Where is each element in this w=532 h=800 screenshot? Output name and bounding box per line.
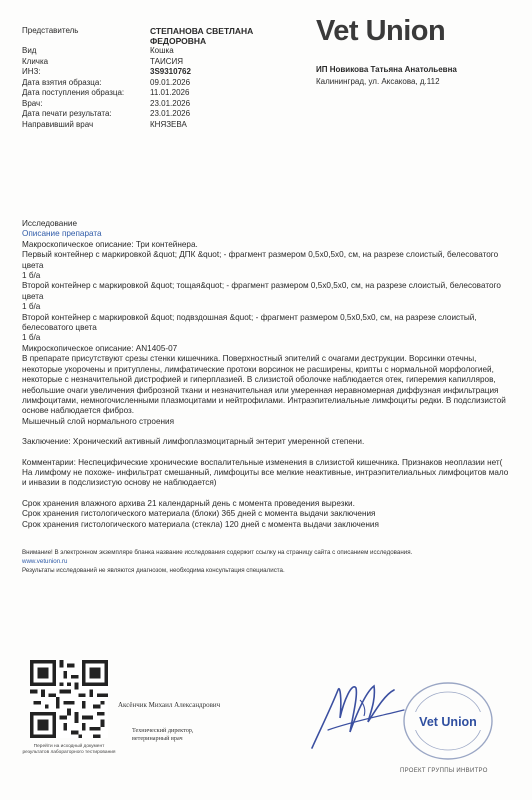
info-row-doctor: [22, 99, 280, 110]
info-label: Дата поступления образца:: [22, 88, 125, 97]
qr-code[interactable]: [30, 660, 108, 738]
info-row-referring-doctor: [22, 120, 280, 131]
micro-title: Микроскопическое описание: AN1405-07: [22, 343, 178, 353]
electronic-notice: Внимание! В электронном экземпляре бланка название исследования содержит ссылку на страницу сайта с описанием исследования.: [22, 549, 413, 556]
patient-info-table: [22, 26, 280, 130]
info-value: 23.01.2026: [150, 109, 191, 118]
info-row-nickname: [22, 57, 280, 68]
info-row-inz: [22, 67, 280, 78]
container-1-count: 1 б/а: [22, 271, 41, 281]
signer-name: Аксёнчик Михаил Александрович: [118, 701, 221, 709]
info-label: Представитель: [22, 26, 79, 35]
signer-role-line2: ветеринарный врач: [132, 735, 183, 742]
muscle-layer: Мышечный слой нормального строения: [22, 416, 175, 426]
signature-image: [300, 670, 410, 760]
info-row-receipt-date: [22, 88, 280, 99]
container-2-count: 1 б/а: [22, 302, 41, 312]
storage-slides: Срок хранения гистологического материала (стекла) 120 дней с момента выдачи заключения: [22, 519, 379, 529]
info-value: 11.01.2026: [150, 88, 190, 97]
vet-union-logo: Vet Union: [316, 15, 446, 47]
container-3: Второй контейнер с маркировкой &quot; подвздошная &quot; - фрагмент размером 0,5х0,5х0, см, на разрезе слоистый, белесоватого цвета: [22, 312, 477, 333]
storage-wet-archive: Срок хранения влажного архива 21 календарный день с момента проведения вырезки.: [22, 498, 355, 508]
info-label: ИНЗ:: [22, 67, 41, 76]
clinic-address: Калининград, ул. Аксакова, д.112: [316, 77, 440, 86]
info-label: Направивший врач: [22, 119, 94, 129]
signer-role: [132, 727, 193, 743]
info-value: СТЕПАНОВА СВЕТЛАНА ФЕДОРОВНА: [150, 26, 254, 46]
info-value: ТАИСИЯ: [150, 56, 184, 66]
report-heading: Исследование: [22, 219, 78, 228]
info-row-species: [22, 46, 280, 57]
micro-text: В препарате присутствуют срезы стенки кишечника. Поверхностный эпителий с очагами деструкции. Ворсинки отечны, некоторые укорочены и притуплены, лимфатические протоки ворсинок не расширены, крипты с нормальной морфологией, некоторые с незначительной дистрофией и гиперплазией. В слизистой оболочке наблюдается отек, гиперемия капилляров, небольшие очаги увеличения фиброзной ткани и незначительная или умеренная неравномерная диффузная инфильтрация лимфоцитами, немногочисленными плазмоцитами и нейтрофилами. Интраэпителиальные лимфоциты редки. В подслизистой основе наблюдается фиброз.: [22, 354, 506, 416]
storage-blocks: Срок хранения гистологического материала (блоки) 365 дней с момента выдачи заключения: [22, 509, 376, 519]
info-value: КНЯЗЕВА: [150, 119, 187, 129]
info-value: 23.01.2026: [150, 98, 191, 108]
info-label: Дата взятия образца:: [22, 77, 102, 87]
stamp-text: Vet Union: [419, 715, 477, 729]
info-row-sample-date: [22, 78, 280, 89]
disclaimer: Результаты исследований не являются диагнозом, необходима консультация специалиста.: [22, 567, 285, 574]
signer-role-line1: Технический директор,: [132, 727, 194, 734]
info-row-print-date: [22, 109, 280, 120]
conclusion: Заключение: Хронический активный лимфоплазмоцитарный энтерит умеренной степени.: [22, 437, 365, 447]
report-subheading-link[interactable]: Описание препарата: [22, 229, 102, 239]
qr-caption: Перейти на исходный документ результатов лабораторного тестирования: [22, 744, 116, 755]
stamp-caption: ПРОЕКТ ГРУППЫ ИНВИТРО: [400, 768, 488, 774]
clinic-name: ИП Новикова Татьяна Анатольевна: [316, 65, 457, 74]
website-link[interactable]: www.vetunion.ru: [22, 558, 68, 565]
info-label: Вид: [22, 46, 37, 55]
info-row-representative: [22, 26, 280, 46]
report-body: [22, 219, 514, 530]
info-label: Кличка: [22, 56, 49, 66]
clinic-stamp: [400, 680, 496, 762]
container-3-count: 1 б/а: [22, 333, 41, 343]
info-label: Дата печати результата:: [22, 109, 112, 118]
footer-notes: [22, 548, 514, 575]
info-value: 09.01.2026: [150, 77, 191, 87]
info-label: Врач:: [22, 98, 43, 108]
macro-title: Макроскопическое описание: Три контейнера.: [22, 239, 198, 249]
clinic-info: [316, 64, 457, 88]
container-2: Второй контейнер с маркировкой &quot; тощая&quot; - фрагмент размером 0,5х0,5х0, см, на разрезе слоистый, белесоватого цвета: [22, 281, 501, 301]
container-1: Первый контейнер с маркировкой &quot; ДПК &quot; - фрагмент размером 0,5х0,5х0, см, на разрезе слоистый, белесоватого цвета: [22, 250, 499, 270]
info-value: Кошка: [150, 46, 174, 55]
comments: Комментарии: Неспецифические хронические воспалительные изменения в слизистой кишечника. Признаков неоплазии нет( На лимфому не похоже- инфильтрат смешанный, лимфоциты все мелкие неактивные, интраэпителиальных лимфоцитов мало и инвазии в подслизистую основу не наблюдается): [22, 457, 509, 488]
info-value: 3S9310762: [150, 67, 191, 76]
